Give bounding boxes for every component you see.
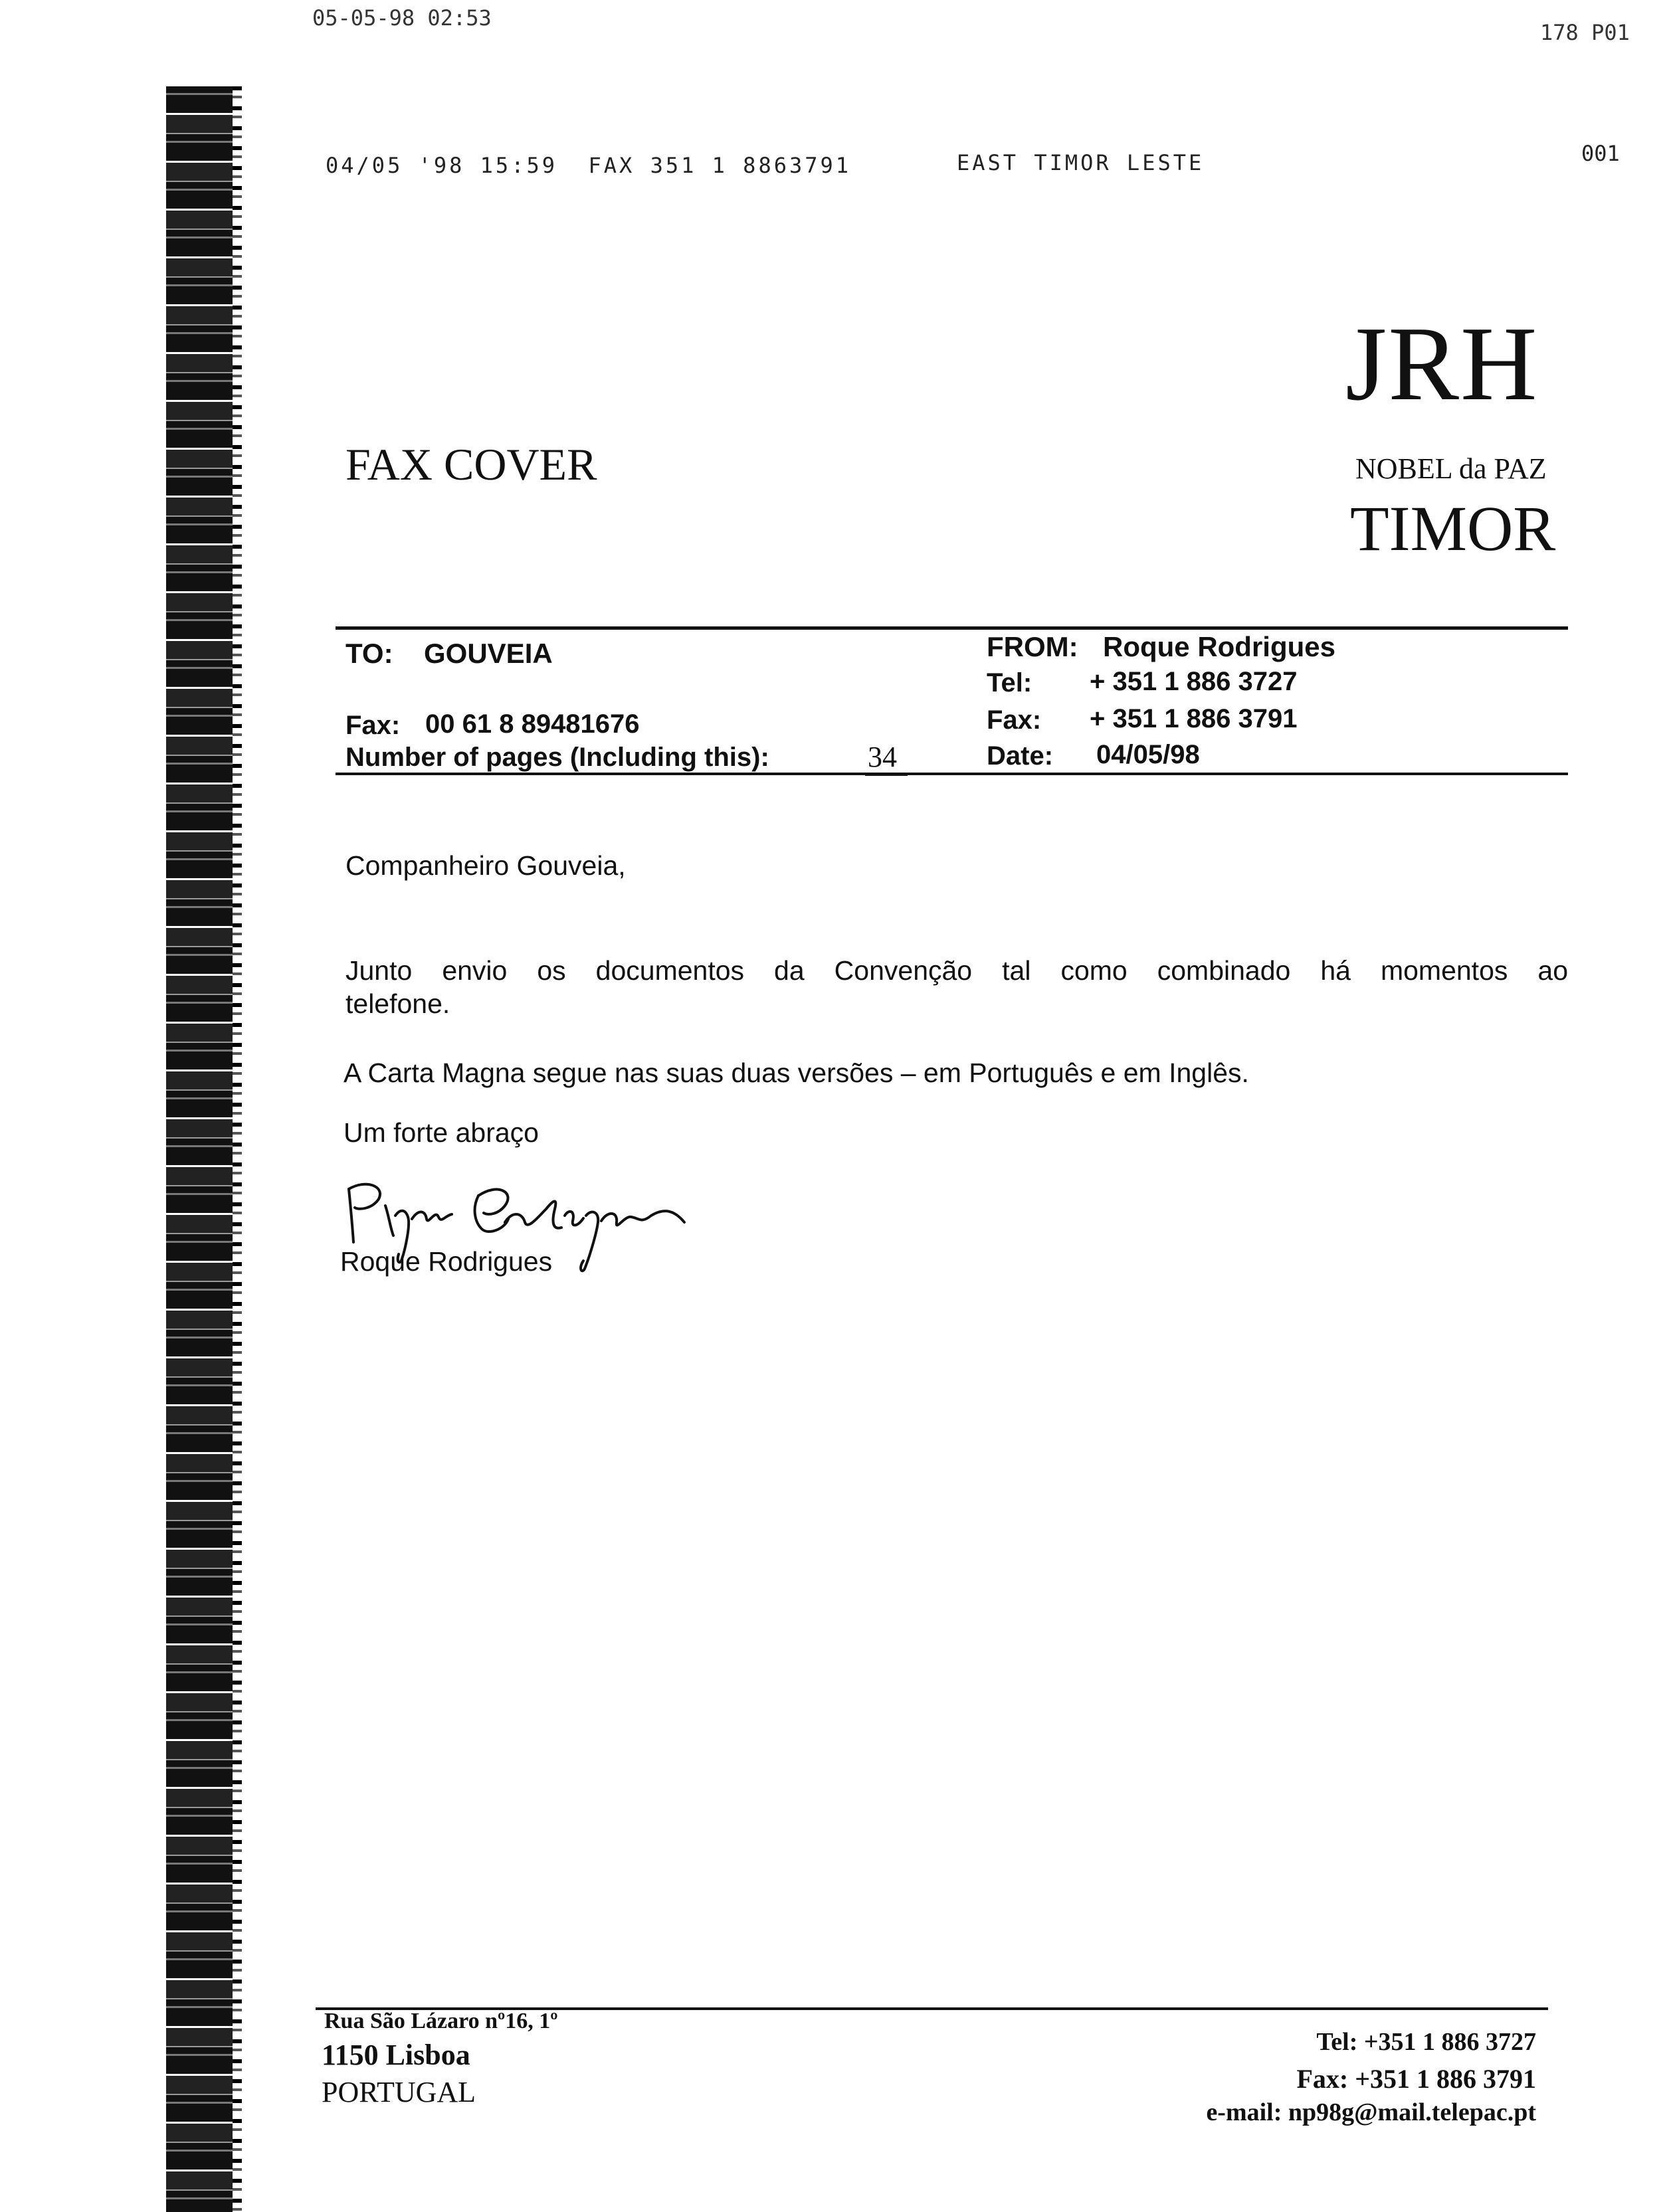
header-top-rule: [336, 626, 1568, 630]
to-fax-number: 00 61 8 89481676: [425, 709, 640, 739]
fax-transmission-line: 04/05 '98 15:59 FAX 351 1 8863791: [326, 153, 852, 178]
from-fax-label: Fax:: [987, 705, 1042, 735]
fax-page-number: 001: [1581, 141, 1620, 166]
to-name: GOUVEIA: [424, 638, 553, 669]
fax-sender-id: EAST TIMOR LESTE: [957, 150, 1205, 175]
logo-initials: JRH: [1345, 304, 1539, 422]
date-value: 04/05/98: [1096, 740, 1200, 769]
pages-label: Number of pages (Including this):: [345, 743, 769, 772]
fax-page-code: 178 P01: [1540, 20, 1630, 45]
footer-address-line-3: PORTUGAL: [322, 2076, 476, 2108]
letter-closing: Um forte abraço: [344, 1117, 539, 1148]
letter-paragraph-1-line-2: telefone.: [345, 988, 450, 1019]
page-title: FAX COVER: [345, 439, 597, 490]
footer-address-line-2: 1150 Lisboa: [322, 2039, 470, 2071]
footer-fax: Fax: +351 1 886 3791: [1296, 2064, 1536, 2094]
letter-paragraph-2: A Carta Magna segue nas suas duas versões – em Português e em Inglês.: [344, 1058, 1249, 1088]
logo-subtitle: NOBEL da PAZ: [1355, 452, 1547, 485]
logo-word: TIMOR: [1350, 493, 1556, 564]
footer-email: e-mail: np98g@mail.telepac.pt: [1206, 2098, 1536, 2126]
from-fax-number: + 351 1 886 3791: [1090, 704, 1298, 733]
from-name: Roque Rodrigues: [1103, 631, 1336, 662]
from-label: FROM:: [987, 631, 1078, 662]
fax-scan-edge: [166, 86, 233, 2212]
from-tel-number: + 351 1 886 3727: [1090, 667, 1298, 696]
pages-value: 34: [865, 740, 908, 776]
from-tel-label: Tel:: [987, 668, 1032, 697]
to-fax-label: Fax:: [345, 711, 401, 740]
footer-tel: Tel: +351 1 886 3727: [1316, 2028, 1536, 2056]
fax-timestamp: 05-05-98 02:53: [312, 5, 492, 31]
signature-name: Roque Rodrigues: [340, 1246, 553, 1277]
footer-address-line-1: Rua São Lázaro nº16, 1º: [324, 2009, 558, 2033]
letter-paragraph-1-line-1: Junto envio os documentos da Convenção tal como combinado há momentos ao: [345, 955, 1568, 986]
to-label: TO:: [345, 638, 393, 669]
date-label: Date:: [987, 741, 1054, 771]
header-bottom-rule: [336, 773, 1568, 775]
letter-salutation: Companheiro Gouveia,: [345, 850, 626, 881]
